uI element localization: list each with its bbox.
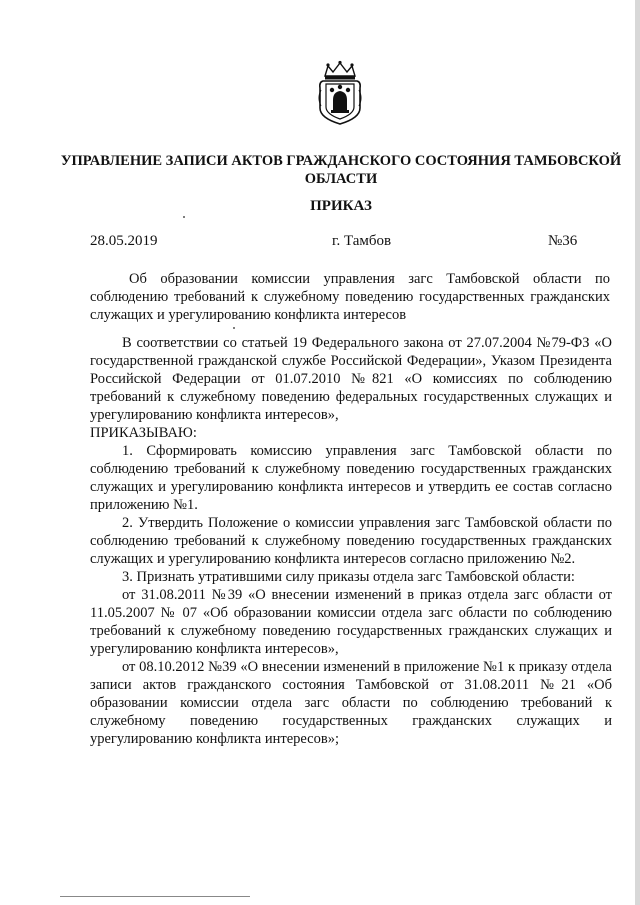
item-3a-paragraph: от 31.08.2011 №39 «О внесении изменений в приказ отдела загс области от 11.05.2007 № 07 «Об образовании комиссии отдела загс области по соблюдению требований к служебному поведению государственных гражданских служащих и урегулированию конфликта интересов», xyxy=(90,587,612,657)
item-2-paragraph: 2. Утвердить Положение о комиссии управления загс Тамбовской области по соблюдению требований к служебному поведению государственных гражданских служащих и урегулированию конфликта интересов согласно приложению №2. xyxy=(90,515,612,567)
scan-edge-line xyxy=(60,896,250,897)
item-3-paragraph: 3. Признать утратившими силу приказы отдела загс Тамбовской области: xyxy=(122,569,575,585)
scan-page-edge xyxy=(635,0,640,905)
scan-speck xyxy=(233,327,235,329)
order-city: г. Тамбов xyxy=(332,233,392,249)
document-type: ПРИКАЗ xyxy=(310,198,372,214)
order-body xyxy=(90,334,612,748)
item-3b-paragraph: от 08.10.2012 №39 «О внесении изменений в приложение №1 к приказу отдела записи актов гражданского состояния Тамбовской от 31.08.2011 №21 «Об образовании комиссии отдела загс области по соблюдению требований к служебному поведению государственных гражданских служащих и урегулированию конфликта интересов»; xyxy=(90,659,612,747)
tambov-coat-of-arms-icon xyxy=(315,60,365,126)
scan-speck xyxy=(183,216,185,218)
order-subject: Об образовании комиссии управления загс Тамбовской области по соблюдению требований к служебному поведению государственных гражданских служащих и урегулированию конфликта интересов xyxy=(90,271,610,323)
organization-name: УПРАВЛЕНИЕ ЗАПИСИ АКТОВ ГРАЖДАНСКОГО СОСТОЯНИЯ ТАМБОВСКОЙ ОБЛАСТИ xyxy=(60,153,622,187)
order-word: ПРИКАЗЫВАЮ: xyxy=(90,425,197,441)
order-date: 28.05.2019 xyxy=(90,233,158,249)
order-number: №36 xyxy=(548,233,578,249)
preamble-paragraph: В соответствии со статьей 19 Федерального закона от 27.07.2004 №79-ФЗ «О государственной гражданской службе Российской Федерации», Указом Президента Российской Федерации от 01.07.2010 №821 «О комиссиях по соблюдению требований к служебному поведению федеральных государственных служащих и урегулированию конфликта интересов», xyxy=(90,335,612,423)
item-1-paragraph: 1. Сформировать комиссию управления загс Тамбовской области по соблюдению требований к служебному поведению государственных гражданских служащих и урегулированию конфликта интересов и утвердить ее состав согласно приложению №1. xyxy=(90,443,612,513)
